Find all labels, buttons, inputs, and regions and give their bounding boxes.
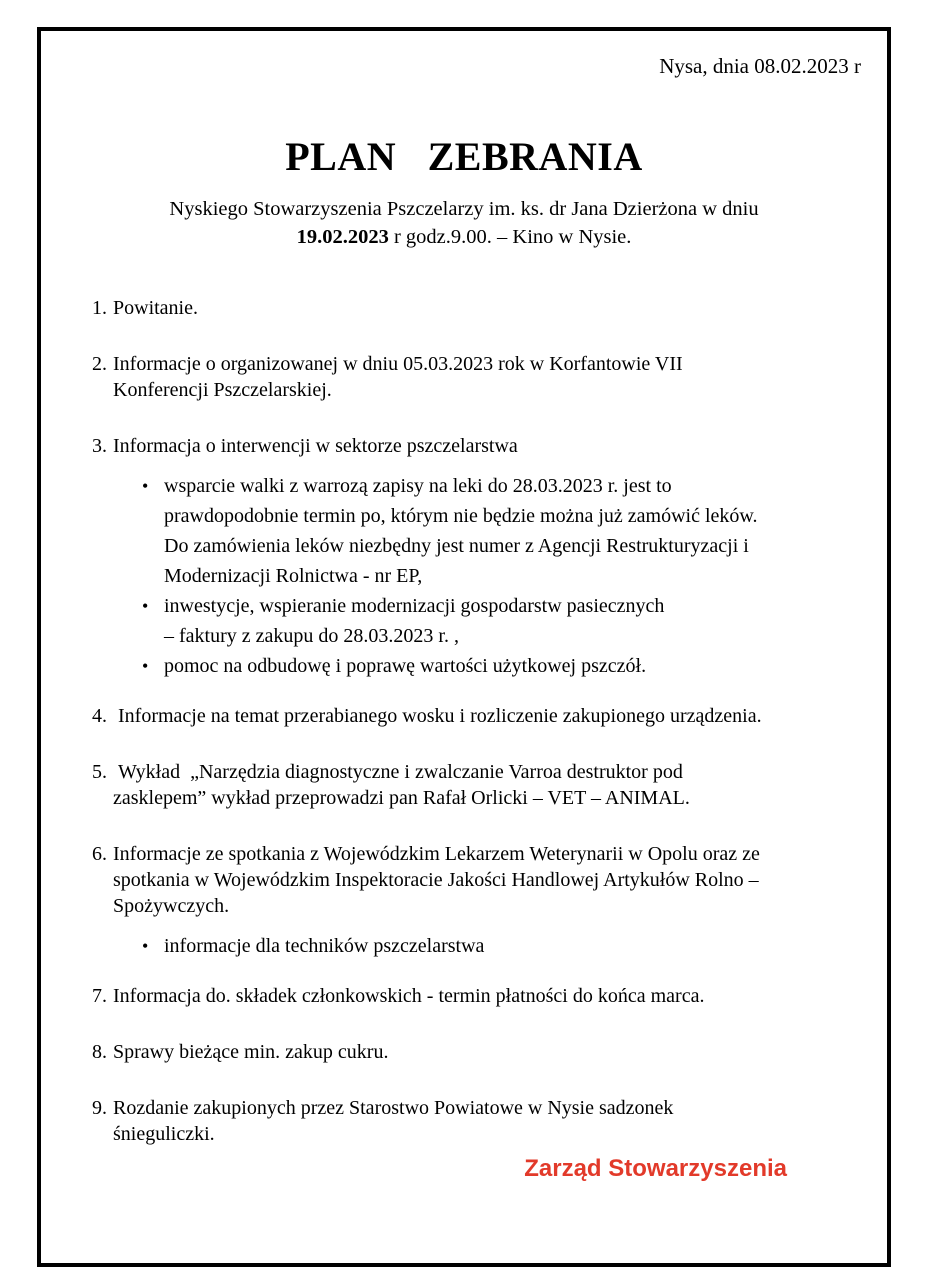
bullet-marker: • xyxy=(142,656,149,676)
agenda-item-6 xyxy=(92,841,867,919)
agenda-item-number: 5. xyxy=(92,761,107,783)
agenda-item-text: Informacja o interwencji w sektorze pszczelarstwa xyxy=(113,435,518,457)
meeting-date: 19.02.2023 xyxy=(296,226,389,248)
agenda-item-text: Informacje na temat przerabianego wosku i rozliczenie zakupionego urządzenia. xyxy=(113,705,762,727)
agenda-item-number: 1. xyxy=(92,297,107,319)
agenda-item-text: Powitanie. xyxy=(113,297,198,319)
agenda-item-text: Rozdanie zakupionych przez Starostwo Powiatowe w Nysie sadzonek śnieguliczki. xyxy=(113,1097,674,1145)
agenda-item-8 xyxy=(92,1039,867,1065)
subtitle xyxy=(41,195,887,251)
agenda-item-number: 7. xyxy=(92,985,107,1007)
bullet-item xyxy=(142,931,867,961)
bullet-marker: • xyxy=(142,596,149,616)
subtitle-rest: r godz.9.00. – Kino w Nysie. xyxy=(388,226,632,248)
agenda-item-number: 8. xyxy=(92,1041,107,1063)
bullet-marker: • xyxy=(142,936,149,956)
agenda-item-text: Informacje ze spotkania z Wojewódzkim Lekarzem Weterynarii w Opolu oraz ze spotkania w Wojewódzkim Inspektoracie Jakości Handlowej Artykułów Rolno – Spożywczych. xyxy=(113,843,760,917)
agenda-item-number: 6. xyxy=(92,843,107,865)
bullet-text: pomoc na odbudowę i poprawę wartości użytkowej pszczół. xyxy=(164,655,647,677)
bullet-list xyxy=(142,931,867,961)
agenda-item-6-group xyxy=(92,841,867,961)
bullet-text: informacje dla techników pszczelarstwa xyxy=(164,935,485,957)
bullet-text: wsparcie walki z warrozą zapisy na leki do 28.03.2023 r. jest to prawdopodobnie termin po, którym nie będzie można już zamówić leków. Do zamówienia leków niezbędny jest numer z Agencji Restrukturyzacji i Modernizacji Rolnictwa - nr EP, xyxy=(164,475,758,587)
agenda-item-text: Informacja do. składek członkowskich - termin płatności do końca marca. xyxy=(113,985,705,1007)
agenda-item-2 xyxy=(92,351,867,403)
agenda-item-number: 2. xyxy=(92,353,107,375)
agenda-item-text: Wykład „Narzędzia diagnostyczne i zwalczanie Varroa destruktor pod zasklepem” wykład przeprowadzi pan Rafał Orlicki – VET – ANIMAL. xyxy=(113,761,690,809)
bullet-list xyxy=(142,471,867,681)
agenda-item-3 xyxy=(92,433,867,459)
bullet-text: inwestycje, wspieranie modernizacji gospodarstw pasiecznych – faktury z zakupu do 28.03.2023 r. , xyxy=(164,595,665,647)
agenda-item-3-group xyxy=(92,433,867,681)
subtitle-line1: Nyskiego Stowarzyszenia Pszczelarzy im. ks. dr Jana Dzierżona w dniu xyxy=(169,198,759,220)
agenda-item-number: 4. xyxy=(92,705,107,727)
date-line: Nysa, dnia 08.02.2023 r xyxy=(659,54,861,78)
agenda-item-1 xyxy=(92,295,867,321)
agenda-item-4 xyxy=(92,703,867,729)
agenda-item-5 xyxy=(92,759,867,811)
agenda-item-9 xyxy=(92,1095,867,1147)
signature-text: Zarząd Stowarzyszenia xyxy=(524,1155,787,1182)
bullet-item xyxy=(142,471,867,591)
bullet-marker: • xyxy=(142,476,149,496)
agenda-item-number: 3. xyxy=(92,435,107,457)
bullet-item xyxy=(142,591,867,651)
agenda-list xyxy=(41,295,887,1147)
agenda-item-text: Informacje o organizowanej w dniu 05.03.2023 rok w Korfantowie VII Konferencji Pszczelarskiej. xyxy=(113,353,683,401)
bullet-item xyxy=(142,651,867,681)
agenda-item-number: 9. xyxy=(92,1097,107,1119)
agenda-item-text: Sprawy bieżące min. zakup cukru. xyxy=(113,1041,389,1063)
agenda-item-7 xyxy=(92,983,867,1009)
page-title: PLAN ZEBRANIA xyxy=(285,134,643,179)
document-page xyxy=(37,27,891,1267)
